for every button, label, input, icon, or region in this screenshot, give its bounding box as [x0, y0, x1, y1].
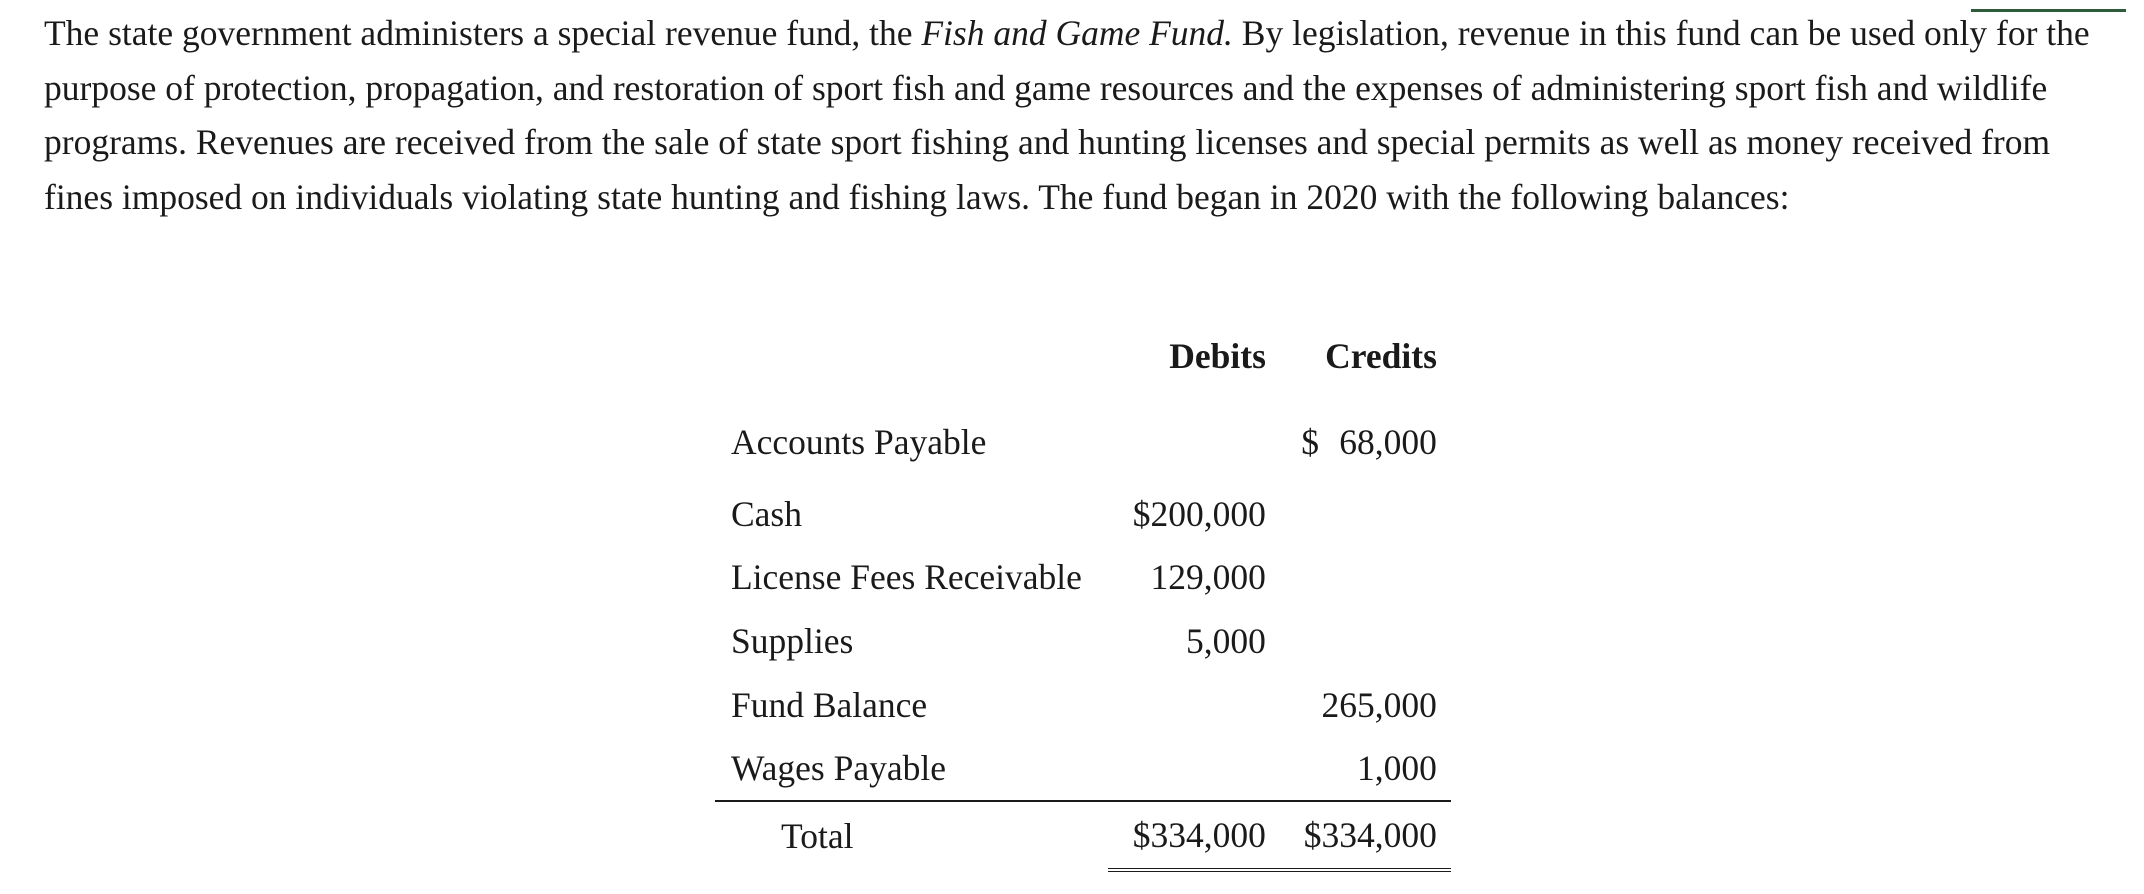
total-debit: $334,000	[1108, 801, 1280, 870]
debit-amount: 5,000	[1186, 620, 1266, 661]
table-row	[715, 609, 1451, 673]
credit-amount: 1,000	[1357, 748, 1437, 789]
intro-text-after: By legislation, revenue in this fund can be used only for the purpose of protection, propagation, and restoration of sport fish and game resources and the expenses of administering sport fish and wildlife programs. Revenues are received from the sale of state sport fishing and hunting licenses and special permits as well as money received from fines imposed on individuals violating state hunting and fishing laws. The fund began in 2020 with the following balances:	[44, 13, 2090, 217]
table-row	[715, 546, 1451, 610]
table-header-row	[715, 320, 1451, 392]
trial-balance-table	[715, 320, 1451, 872]
credit-amount	[1280, 392, 1451, 482]
credit-amount	[1280, 482, 1451, 546]
debit-amount	[1108, 673, 1280, 737]
account-name: License Fees Receivable	[731, 557, 1082, 598]
credit-dollar-sign: $	[1301, 422, 1320, 462]
table-row	[715, 392, 1451, 482]
debit-amount	[1108, 392, 1280, 482]
table-row	[715, 482, 1451, 546]
account-name: Accounts Payable	[731, 422, 987, 462]
account-name: Wages Payable	[731, 748, 946, 789]
header-credits: Credits	[1325, 336, 1437, 376]
total-label: Total	[715, 801, 1108, 870]
credit-amount	[1280, 609, 1451, 673]
header-account	[715, 320, 1108, 392]
debit-amount	[1108, 736, 1280, 801]
debit-amount: $200,000	[1132, 493, 1266, 534]
account-name: Fund Balance	[731, 684, 928, 725]
table-row	[715, 673, 1451, 737]
table-row	[715, 736, 1451, 801]
credit-amount	[1280, 546, 1451, 610]
header-debits: Debits	[1169, 336, 1266, 376]
debit-amount: 129,000	[1150, 557, 1266, 598]
account-name: Supplies	[731, 620, 854, 661]
fund-name: Fish and Game Fund.	[921, 13, 1233, 53]
intro-text-before: The state government administers a special revenue fund, the	[44, 13, 922, 53]
intro-paragraph	[44, 6, 2119, 224]
credit-amount: 265,000	[1321, 684, 1437, 725]
total-credit: $334,000	[1280, 801, 1451, 870]
total-row	[715, 801, 1451, 870]
account-name: Cash	[731, 493, 802, 534]
credit-value: 68,000	[1339, 422, 1437, 462]
